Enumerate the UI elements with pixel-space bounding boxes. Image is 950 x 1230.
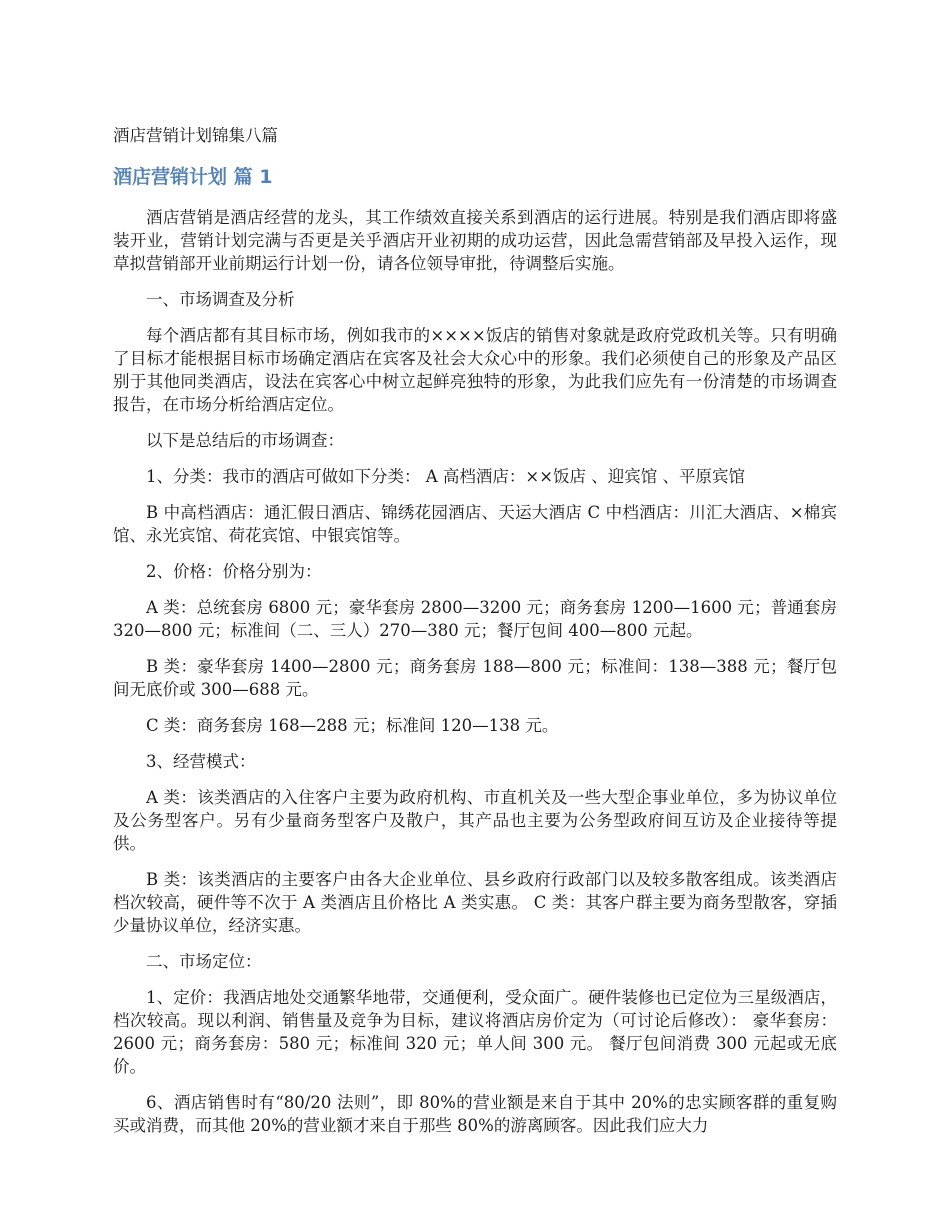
paragraph-price-b: B 类：豪华套房 1400—2800 元；商务套房 188—800 元；标准间：138—388 元；餐厅包间无底价或 300—688 元。 xyxy=(113,657,837,699)
paragraph-intro: 酒店营销是酒店经营的龙头，其工作绩效直接关系到酒店的运行进展。特别是我们酒店即将盛装开业，营销计划完满与否更是关乎酒店开业初期的成功运营，因此急需营销部及早投入运作，现草拟营销部开业前期运行计划一份，请各位领导审批，待调整后实施。 xyxy=(113,208,837,273)
paragraph-business-model-bc: B 类：该类酒店的主要客户由各大企业单位、县乡政府行政部门以及较多散客组成。该类酒店档次较高，硬件等不次于 A 类酒店且价格比 A 类实惠。 C 类：其客户群主要为商务型散客，穿插少量协议单位，经济实惠。 xyxy=(113,870,837,935)
paragraph-business-model-heading: 3、经营模式： xyxy=(146,752,256,771)
paragraph-price-c: C 类：商务套房 168—288 元；标准间 120—138 元。 xyxy=(146,716,559,735)
paragraph-classification: 1、分类：我市的酒店可做如下分类： A 高档酒店：××饭店 、迎宾馆 、平原宾馆 xyxy=(146,467,746,486)
paragraph-80-20-rule: 6、酒店销售时有“80/20 法则”，即 80%的营业额是来自于其中 20%的忠实顾客群的重复购买或消费，而其他 20%的营业额才来自于那些 80%的游离顾客。因此我们应大力 xyxy=(113,1093,837,1135)
document-title: 酒店营销计划锦集八篇 xyxy=(113,126,278,145)
paragraph-business-model-a: A 类：该类酒店的入住客户主要为政府机构、市直机关及一些大型企事业单位，多为协议单位及公务型客户。另有少量商务型客户及散户，其产品也主要为公务型政府间互访及企业接待等提供。 xyxy=(113,788,837,853)
paragraph-price-a: A 类：总统套房 6800 元；豪华套房 2800—3200 元；商务套房 1200—1600 元；普通套房 320—800 元；标准间（二、三人）270—380 元；餐厅包间 400—800 元起。 xyxy=(113,598,837,640)
document-body xyxy=(113,124,837,1150)
paragraph-heading-market-research: 一、市场调查及分析 xyxy=(146,290,295,309)
paragraph-survey-intro: 以下是总结后的市场调查： xyxy=(146,431,344,450)
paragraph-pricing: 1、定价：我酒店地处交通繁华地带，交通便利，受众面广。硬件装修也已定位为三星级酒店，档次较高。现以利润、销售量及竞争为目标，建议将酒店房价定为（可讨论后修改）： 豪华套房：2600 元；商务套房：580 元；标准间 320 元；单人间 300 元。 餐厅包间消费 300 元起或无底价。 xyxy=(113,988,837,1076)
paragraph-target-market: 每个酒店都有其目标市场，例如我市的××××饭店的销售对象就是政府党政机关等。只有明确了目标才能根据目标市场确定酒店在宾客及社会大众心中的形象。我们必须使自己的形象及产品区别于其他同类酒店，设法在宾客心中树立起鲜亮独特的形象，为此我们应先有一份清楚的市场调查报告，在市场分析给酒店定位。 xyxy=(113,326,837,414)
paragraph-market-positioning-heading: 二、市场定位： xyxy=(146,952,262,971)
paragraph-classification-bc: B 中高档酒店：通汇假日酒店、锦绣花园酒店、天运大酒店 C 中档酒店：川汇大酒店、×棉宾馆、永光宾馆、荷花宾馆、中银宾馆等。 xyxy=(113,503,837,545)
section-heading: 酒店营销计划 篇 1 xyxy=(113,166,273,188)
paragraph-price-heading: 2、价格：价格分别为： xyxy=(146,562,322,581)
